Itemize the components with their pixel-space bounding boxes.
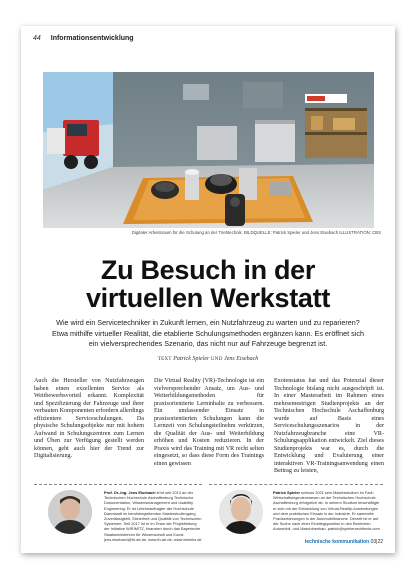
byline — [41, 356, 375, 362]
bio-name: Patrick Spieler — [273, 490, 301, 495]
divider — [34, 484, 202, 485]
byline-joiner: UND — [210, 357, 223, 362]
bio-name: Prof. Dr.-Ing. Jens Eisebach — [104, 490, 156, 495]
image-caption: Digitaler Arbeitsraum für die Schulung an der Triebtechnik. BILDQUELLE: Patrick Spieler und Jens Eisebach ILLUSTRATION: CBS — [131, 230, 381, 235]
body-column-3: Exotenstatus hat und das Potenzial dieser Technologie bislang nicht ausgeschöpft ist. In einer Masterarbeit im Rahmen eines mehrsemestrigen Studienprojekts an der Technischen Hochschule Aschaffenburg wurde auf Basis eines Serviceschulungsszenarios in der Nutzfahrzeugbranche eine VR-Schulungsapplikation entwickelt. Ziel dieses Studienprojekts war es, durch die Entwicklung und Evaluierung einer interaktiven VR-Trainingsanwendung einen Beitrag zu leisten, — [274, 378, 384, 474]
portrait-man-icon — [48, 490, 92, 534]
virtual-workshop-illustration — [43, 72, 374, 228]
body-column-1: Auch die Hersteller von Nutzfahrzeugen haben einen exzellenten Service als Wettbewerbsvorteil erkannt. Komplexität und Spezifizierung der Fahrzeuge und ihrer verbauten Komponenten erfordern allerdings effizientere Serviceschulungen. Da physische Schulungsobjekte nur mit hohem Aufwand in Schulungszentren zum Lernen und Üben zur Verfügung gestellt werden können, geht auch hier der Trend zur Digitalisierung. — [34, 378, 144, 459]
byline-prefix: TEXT — [157, 357, 172, 362]
lead-paragraph: Wie wird ein Servicetechniker in Zukunft lernen, ein Nutzfahrzeug zu warten und zu reparieren? Etwa mithilfe virtueller Realität, die etablierte Schulungsmethoden ergänzen kann. Es eröffnet sich ein vielversprechendes Szenario, das nicht nur auf Fahrzeuge begrenzt ist. — [52, 318, 364, 348]
title-line-2: virtuellen Werkstatt — [85, 283, 331, 313]
issue-number: 03|22 — [370, 539, 383, 545]
avatar — [219, 490, 263, 534]
magazine-page — [21, 26, 395, 553]
bio-text — [104, 490, 202, 542]
hero-image — [43, 72, 374, 228]
magazine-brand: technische kommunikation — [304, 539, 370, 545]
body-column-2: Die Virtual Reality (VR)-Technologie ist ein vielversprechender Ansatz, um Aus- und Weiterbildungsmethoden für praxisorientierte Lerninhalte zu verbessern. Ein umfassender Einsatz in praxisorientierten Schulungen kann die Lernzeit von Schulungsteilnehm verkürzen, die Qualität der Aus- und Weiterbildung erhöhen und Kosten reduzieren. In der Praxis wird das Training mit VR recht selten eingesetzt, so dass diese Form des Trainings einen gewissen — [154, 378, 264, 467]
page-footer — [305, 539, 383, 545]
avatar — [48, 490, 92, 534]
divider — [209, 484, 383, 485]
page-number: 44 — [33, 35, 41, 42]
section-title: Informationsentwicklung — [50, 35, 134, 42]
bio-text — [273, 490, 383, 532]
author-2: Jens Eisebach — [224, 356, 259, 362]
portrait-man-icon — [219, 490, 263, 534]
bio-contact: jens.eisebach@th-ab.de, www.th-ab.de, www.wirimitz.de — [104, 536, 202, 542]
author-1: Patrick Spieler — [173, 356, 210, 362]
bio-contact: patrick@spielerarchitects.com — [327, 526, 380, 532]
article-title — [41, 256, 375, 312]
body-columns — [34, 378, 384, 476]
bio-body: lehrt seit 2013 an der Technischen Hochschule Aschaffenburg Technische Dokumentation, Wissensmanagement und Usability Engineering. Er ist Lehrbeauftragter der Hochschule Darmstadt im berufsbegleitenden Masterstudiengang Zuverlässigkeit, Sicherheit und Qualität von Technischen Systemen. Seit 2017 ist er im Team der Projektleitung der Initiative WIRIMITZ, finanziert durch das Bayerische Staatsministerium für Wissenschaft und Kunst. — [104, 490, 202, 537]
bio-body: schloss 2021 sein Masterstudium im Fach Wirtschaftsingenieurwesen an der Technischen Hochschule Aschaffenburg erfolgreich ab. In seinem Studium beschäftigte er sich mit der Entwicklung von Virtual-Reality-Anwendungen und dem praktischen Einsatz in der Industrie. Er sammelte Praxiserfahrungen in der Automobilbranche. Derzeit ist er auf der Suche nach einer Einstiegsposition in den Bereichen Automobil- und Maschinenbau. — [273, 490, 380, 532]
author-bio-eisebach — [34, 484, 202, 546]
running-header — [33, 35, 134, 42]
author-bio-spieler — [209, 484, 383, 546]
title-line-1: Zu Besuch in der — [100, 255, 316, 285]
